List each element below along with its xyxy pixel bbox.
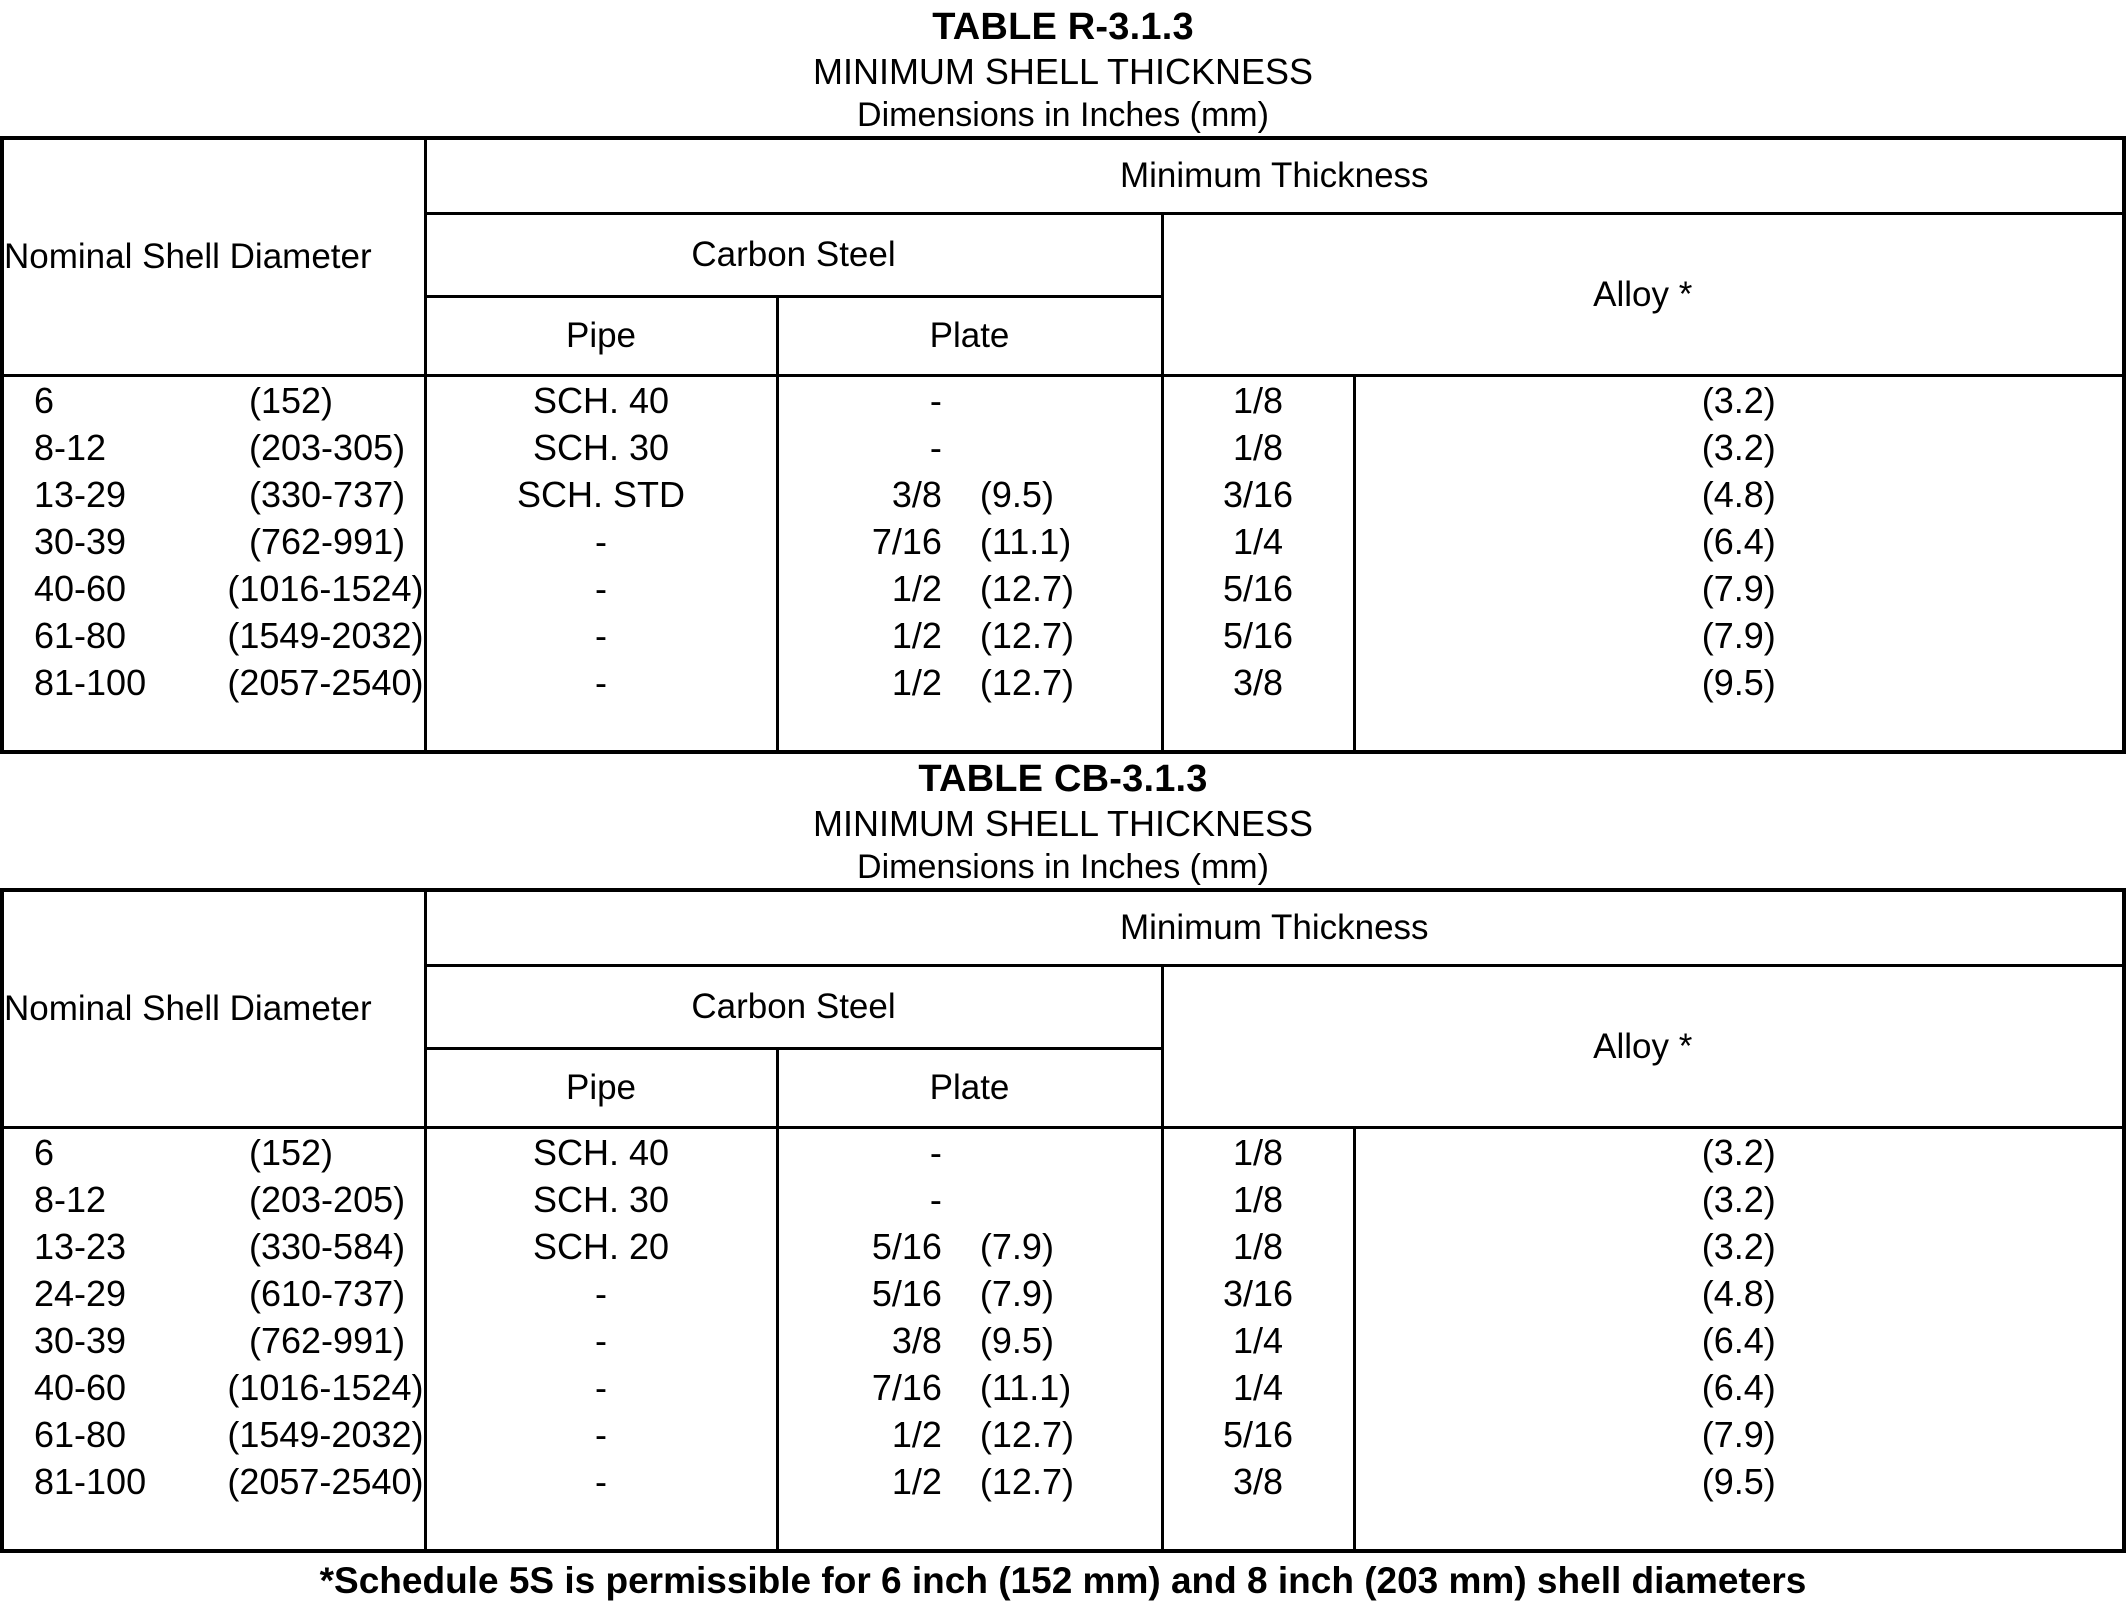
column-alloy-inches-values (1162, 376, 1354, 753)
plate-inches: 5/16 (871, 1273, 942, 1314)
table-r-3-1-3 (0, 136, 2126, 754)
alloy-mm: (7.9) (1701, 615, 1776, 656)
alloy-inches: 3/8 (1232, 1461, 1284, 1502)
plate-pair (779, 612, 1161, 659)
table-row (779, 1317, 1161, 1364)
diameter-inches: 6 (34, 380, 55, 421)
pipe-value: - (595, 1461, 607, 1502)
plate-pair (779, 424, 1161, 471)
header-minimum-thickness: Minimum Thickness (425, 890, 2124, 966)
pipe-value: - (595, 1320, 607, 1361)
spacer (427, 706, 776, 750)
spacer (4, 706, 424, 750)
spacer (4, 1505, 424, 1549)
header-plate: Plate (777, 297, 1162, 376)
alloy-mm-stack (1356, 377, 2123, 750)
table-row (779, 612, 1161, 659)
table-row (779, 518, 1161, 565)
pipe-value: - (595, 1414, 607, 1455)
alloy-mm: (7.9) (1701, 1414, 1776, 1455)
table-row (779, 1458, 1161, 1505)
header-row-minimum-thickness (2, 138, 2124, 214)
header-carbon-steel: Carbon Steel (425, 214, 1162, 297)
table-2-subtitle: MINIMUM SHELL THICKNESS (812, 803, 1314, 844)
table-row (779, 1270, 1161, 1317)
diameter-inches: 6 (34, 1132, 55, 1173)
diameter-mm: (330-737) (249, 474, 406, 515)
header-pipe: Pipe (425, 297, 777, 376)
header-row-minimum-thickness (2, 890, 2124, 966)
table-1-subtitle: MINIMUM SHELL THICKNESS (812, 51, 1314, 92)
header-nominal-shell-diameter: Nominal Shell Diameter (2, 890, 425, 1128)
diameter-pair (4, 659, 424, 706)
diameter-pair (4, 612, 424, 659)
alloy-inches: 3/16 (1222, 474, 1294, 515)
alloy-mm: (6.4) (1701, 521, 1776, 562)
alloy-mm: (7.9) (1701, 568, 1776, 609)
plate-inches: 1/2 (891, 1461, 942, 1502)
table-1-title: TABLE R-3.1.3 (932, 6, 1194, 48)
table-2-title-block (0, 754, 2126, 888)
table-row (779, 1176, 1161, 1223)
plate-mm: (7.9) (979, 1226, 1054, 1267)
plate-mm: (9.5) (979, 1320, 1054, 1361)
table-2-title: TABLE CB-3.1.3 (918, 758, 1208, 800)
table-row (4, 1317, 424, 1364)
column-nominal-shell-diameter-values (2, 376, 425, 753)
alloy-mm: (6.4) (1701, 1367, 1776, 1408)
plate-inches: 7/16 (871, 521, 942, 562)
table-row (4, 1364, 424, 1411)
plate-mm: (12.7) (979, 1414, 1074, 1455)
plate-mm (942, 377, 1161, 424)
alloy-inches: 3/16 (1222, 1273, 1294, 1314)
diameter-mm: (1016-1524) (227, 1367, 424, 1408)
diameter-pair (4, 1223, 424, 1270)
table-row (779, 1129, 1161, 1176)
alloy-inches: 3/8 (1232, 662, 1284, 703)
plate-mm: (12.7) (979, 662, 1074, 703)
diameter-inches: 8-12 (34, 427, 107, 468)
diameter-pair (4, 377, 424, 424)
table-row (4, 612, 424, 659)
table-row (779, 377, 1161, 424)
column-pipe-values (425, 376, 777, 753)
diameter-pair (4, 1317, 424, 1364)
plate-mm: (12.7) (979, 568, 1074, 609)
diameter-mm: (610-737) (249, 1273, 406, 1314)
diameter-inches: 61-80 (34, 615, 127, 656)
plate-pair (779, 1458, 1161, 1505)
table-row (779, 1223, 1161, 1270)
column-nominal-shell-diameter-values (2, 1128, 425, 1552)
diameter-pair (4, 518, 424, 565)
data-block-row (2, 1128, 2124, 1552)
diameter-mm: (152) (249, 380, 334, 421)
plate-pair (779, 1223, 1161, 1270)
pipe-stack (427, 1129, 776, 1549)
header-alloy: Alloy * (1162, 966, 2124, 1128)
column-pipe-values (425, 1128, 777, 1552)
table-row (4, 424, 424, 471)
table-row (4, 471, 424, 518)
diameter-inches: 13-23 (34, 1226, 127, 1267)
table-row (779, 1411, 1161, 1458)
diameter-pair (4, 1129, 424, 1176)
alloy-mm: (9.5) (1701, 662, 1776, 703)
plate-pair (779, 1176, 1161, 1223)
table-row (4, 377, 424, 424)
table-row (779, 565, 1161, 612)
plate-mm: (7.9) (979, 1273, 1054, 1314)
pipe-value: SCH. 40 (532, 1132, 670, 1173)
pipe-value: SCH. 40 (532, 380, 670, 421)
diameter-inches: 24-29 (34, 1273, 127, 1314)
pipe-value: SCH. 20 (532, 1226, 670, 1267)
spacer (427, 1505, 776, 1549)
diameter-mm: (330-584) (249, 1226, 406, 1267)
plate-pair (779, 1270, 1161, 1317)
spacer (1356, 706, 2123, 750)
alloy-mm: (3.2) (1701, 427, 1776, 468)
table-row (779, 424, 1161, 471)
diameter-pair (4, 1458, 424, 1505)
diameter-inches: 8-12 (34, 1179, 107, 1220)
diameter-mm: (203-305) (249, 427, 406, 468)
diameter-inches: 61-80 (34, 1414, 127, 1455)
diameter-pair (4, 424, 424, 471)
plate-pair (779, 471, 1161, 518)
pipe-value: - (595, 568, 607, 609)
spacer (779, 1505, 1161, 1549)
diameter-inches: 30-39 (34, 1320, 127, 1361)
alloy-inches: 1/8 (1232, 1132, 1284, 1173)
plate-pair (779, 377, 1161, 424)
table-row (779, 659, 1161, 706)
spacer (1356, 1505, 2123, 1549)
alloy-inches-stack (1164, 1129, 1353, 1549)
alloy-mm: (3.2) (1701, 1226, 1776, 1267)
plate-pair (779, 565, 1161, 612)
diameter-stack (4, 377, 424, 750)
diameter-inches: 81-100 (34, 1461, 147, 1502)
plate-inches: - (929, 1132, 942, 1173)
pipe-value: - (595, 1367, 607, 1408)
alloy-mm: (3.2) (1701, 1179, 1776, 1220)
plate-mm (942, 424, 1161, 471)
table-row (4, 1458, 424, 1505)
table-row (4, 565, 424, 612)
table-row (4, 659, 424, 706)
diameter-mm: (1549-2032) (227, 1414, 424, 1455)
alloy-inches: 5/16 (1222, 1414, 1294, 1455)
spacer (1164, 706, 1353, 750)
table-row (779, 471, 1161, 518)
plate-inches: 3/8 (891, 474, 942, 515)
diameter-mm: (203-205) (249, 1179, 406, 1220)
table-row (4, 1411, 424, 1458)
diameter-pair (4, 471, 424, 518)
alloy-mm: (3.2) (1701, 1132, 1776, 1173)
diameter-mm: (762-991) (249, 521, 406, 562)
spacer (779, 706, 1161, 750)
plate-mm: (12.7) (979, 1461, 1074, 1502)
data-block-row (2, 376, 2124, 753)
alloy-inches: 1/4 (1232, 1320, 1284, 1361)
header-plate: Plate (777, 1049, 1162, 1128)
plate-mm: (9.5) (979, 474, 1054, 515)
alloy-mm-stack (1356, 1129, 2123, 1549)
plate-inches: 3/8 (891, 1320, 942, 1361)
diameter-stack (4, 1129, 424, 1549)
plate-stack (779, 1129, 1161, 1549)
plate-inches: - (929, 380, 942, 421)
plate-mm: (11.1) (979, 521, 1072, 562)
diameter-pair (4, 565, 424, 612)
alloy-inches: 1/8 (1232, 427, 1284, 468)
alloy-mm: (4.8) (1701, 1273, 1776, 1314)
column-alloy-mm-values (1354, 1128, 2124, 1552)
alloy-inches: 1/8 (1232, 1226, 1284, 1267)
diameter-pair (4, 1411, 424, 1458)
diameter-mm: (152) (249, 1132, 334, 1173)
plate-mm (942, 1129, 1161, 1176)
column-alloy-mm-values (1354, 376, 2124, 753)
plate-mm: (12.7) (979, 615, 1074, 656)
diameter-inches: 40-60 (34, 568, 127, 609)
plate-inches: - (929, 1179, 942, 1220)
plate-pair (779, 518, 1161, 565)
column-plate-values (777, 1128, 1162, 1552)
pipe-value: SCH. STD (516, 474, 685, 515)
diameter-pair (4, 1176, 424, 1223)
table-row (4, 1176, 424, 1223)
table-row (4, 1223, 424, 1270)
header-minimum-thickness: Minimum Thickness (425, 138, 2124, 214)
pipe-value: - (595, 615, 607, 656)
diameter-pair (4, 1270, 424, 1317)
alloy-inches: 1/4 (1232, 1367, 1284, 1408)
header-pipe: Pipe (425, 1049, 777, 1128)
pipe-value: SCH. 30 (532, 427, 670, 468)
table-row (779, 1364, 1161, 1411)
diameter-inches: 13-29 (34, 474, 127, 515)
pipe-value: - (595, 662, 607, 703)
pipe-stack (427, 377, 776, 750)
alloy-inches: 5/16 (1222, 568, 1294, 609)
plate-mm (942, 1176, 1161, 1223)
table-row (4, 518, 424, 565)
plate-inches: 1/2 (891, 615, 942, 656)
plate-pair (779, 1129, 1161, 1176)
pipe-value: - (595, 1273, 607, 1314)
footnote: *Schedule 5S is permissible for 6 inch (152 mm) and 8 inch (203 mm) shell diameters (319, 1560, 1807, 1601)
alloy-inches: 1/8 (1232, 380, 1284, 421)
diameter-mm: (1549-2032) (227, 615, 424, 656)
plate-inches: 1/2 (891, 662, 942, 703)
diameter-inches: 40-60 (34, 1367, 127, 1408)
plate-inches: 5/16 (871, 1226, 942, 1267)
table-1-title-block (0, 0, 2126, 136)
diameter-pair (4, 1364, 424, 1411)
plate-inches: 7/16 (871, 1367, 942, 1408)
diameter-mm: (1016-1524) (227, 568, 424, 609)
diameter-inches: 30-39 (34, 521, 127, 562)
plate-pair (779, 659, 1161, 706)
alloy-inches-stack (1164, 377, 1353, 750)
spacer (1164, 1505, 1353, 1549)
header-carbon-steel: Carbon Steel (425, 966, 1162, 1049)
plate-inches: - (929, 427, 942, 468)
table-cb-3-1-3 (0, 888, 2126, 1553)
plate-mm: (11.1) (979, 1367, 1072, 1408)
pipe-value: - (595, 521, 607, 562)
alloy-inches: 5/16 (1222, 615, 1294, 656)
plate-inches: 1/2 (891, 1414, 942, 1455)
plate-pair (779, 1317, 1161, 1364)
table-2-units: Dimensions in Inches (mm) (857, 848, 1269, 886)
header-alloy: Alloy * (1162, 214, 2124, 376)
alloy-mm: (4.8) (1701, 474, 1776, 515)
plate-pair (779, 1411, 1161, 1458)
diameter-mm: (2057-2540) (227, 1461, 424, 1502)
column-plate-values (777, 376, 1162, 753)
alloy-inches: 1/8 (1232, 1179, 1284, 1220)
table-row (4, 1270, 424, 1317)
pipe-value: SCH. 30 (532, 1179, 670, 1220)
alloy-mm: (6.4) (1701, 1320, 1776, 1361)
alloy-inches: 1/4 (1232, 521, 1284, 562)
alloy-mm: (3.2) (1701, 380, 1776, 421)
header-nominal-shell-diameter: Nominal Shell Diameter (2, 138, 425, 376)
alloy-mm: (9.5) (1701, 1461, 1776, 1502)
plate-pair (779, 1364, 1161, 1411)
diameter-mm: (2057-2540) (227, 662, 424, 703)
plate-inches: 1/2 (891, 568, 942, 609)
diameter-mm: (762-991) (249, 1320, 406, 1361)
diameter-inches: 81-100 (34, 662, 147, 703)
table-1-units: Dimensions in Inches (mm) (857, 96, 1269, 134)
column-alloy-inches-values (1162, 1128, 1354, 1552)
plate-stack (779, 377, 1161, 750)
table-row (4, 1129, 424, 1176)
